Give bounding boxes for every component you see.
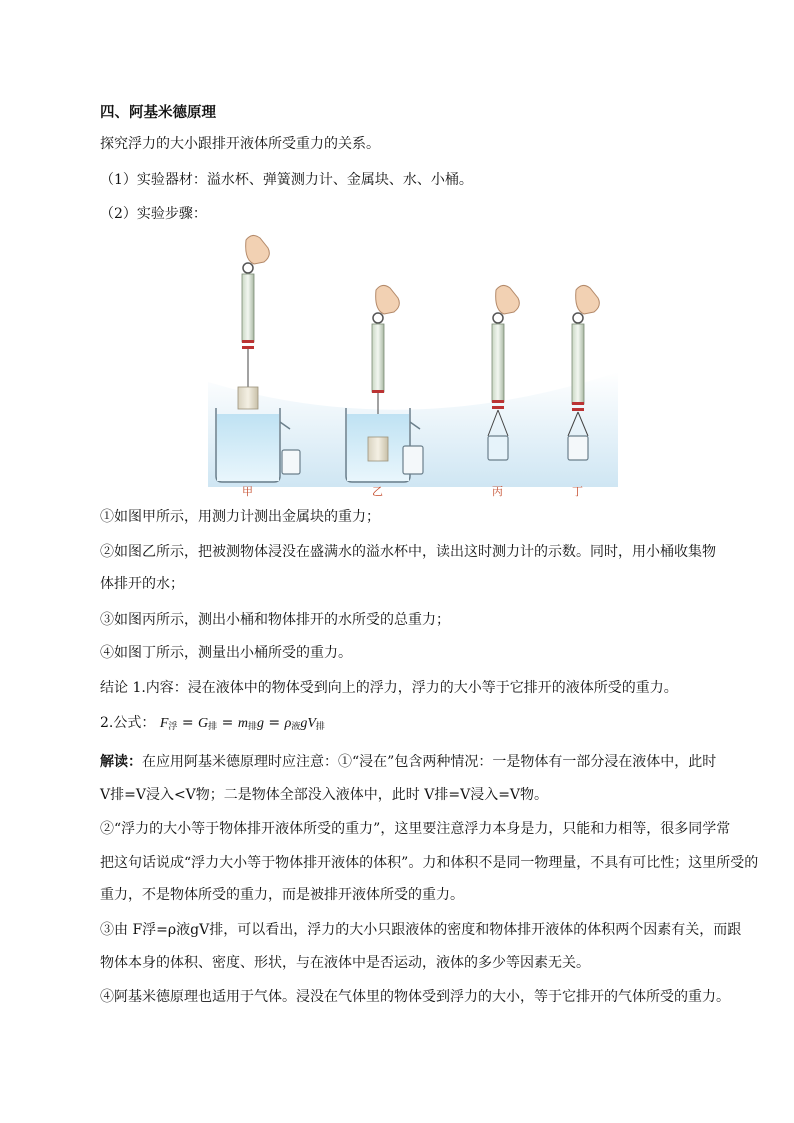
analysis-para-2-line-1: ②“浮力的大小等于物体排开液体所受的重力”，这里要注意浮力本身是力，只能和力相等，很多同学常 bbox=[100, 821, 731, 837]
figure-label-jia: 甲 bbox=[242, 485, 253, 498]
figure-label-bing: 丙 bbox=[492, 485, 503, 498]
hand-icon bbox=[496, 285, 520, 314]
analysis-para-3-line-1: ③由 F浮=ρ液gV排，可以看出，浮力的大小只跟液体的密度和物体排开液体的体积两个因素有关，而跟 bbox=[100, 922, 742, 938]
hand-icon bbox=[376, 285, 400, 314]
experiment-illustration bbox=[208, 232, 618, 500]
section-heading: 四、阿基米德原理 bbox=[100, 104, 216, 121]
step-1: ①如图甲所示，用测力计测出金属块的重力； bbox=[100, 509, 380, 525]
analysis-para-2-line-2: 把这句话说成“浮力大小等于物体排开液体的体积”。力和体积不是同一物理量，不具有可比性；这里所受的 bbox=[100, 855, 759, 871]
analysis-para-2-line-3: 重力，不是物体所受的重力，而是被排开液体所受的重力。 bbox=[100, 887, 464, 903]
setup-yi bbox=[346, 285, 423, 482]
figure-label-yi: 乙 bbox=[372, 485, 383, 498]
formula-line bbox=[100, 713, 325, 737]
analysis-label: 解读： bbox=[100, 754, 142, 770]
analysis-line-1: 解读：在应用阿基米德原理时应注意：①“浸在”包含两种情况：一是物体有一部分浸在液体中，此时 bbox=[100, 754, 717, 770]
hand-icon bbox=[576, 285, 600, 314]
formula-label: 2.公式： bbox=[100, 715, 156, 731]
analysis-para-3-line-2: 物体本身的体积、密度、形状，与在液体中是否运动，液体的多少等因素无关。 bbox=[100, 955, 590, 971]
step-3: ③如图丙所示，测出小桶和物体排开的水所受的总重力； bbox=[100, 612, 450, 628]
analysis-para-4-line-1: ④阿基米德原理也适用于气体。浸没在气体里的物体受到浮力的大小，等于它排开的气体所受的重力。 bbox=[100, 989, 730, 1005]
analysis-line-2: V排=V浸入<V物；二是物体全部没入液体中，此时 V排=V浸入=V物。 bbox=[100, 787, 549, 803]
step-4: ④如图丁所示，测量出小桶所受的重力。 bbox=[100, 645, 352, 661]
equipment-text: （1）实验器材：溢水杯、弹簧测力计、金属块、水、小桶。 bbox=[100, 172, 473, 188]
steps-title: （2）实验步骤： bbox=[100, 206, 207, 222]
hand-icon bbox=[246, 235, 270, 264]
conclusion-text: 结论 1.内容：浸在液体中的物体受到向上的浮力，浮力的大小等于它排开的液体所受的重力。 bbox=[100, 680, 678, 696]
figure-label-ding: 丁 bbox=[572, 485, 583, 498]
intro-text: 探究浮力的大小跟排开液体所受重力的关系。 bbox=[100, 136, 380, 152]
step-2-line-1: ②如图乙所示，把被测物体浸没在盛满水的溢水杯中，读出这时测力计的示数。同时，用小桶收集物 bbox=[100, 544, 716, 560]
formula-expression: $F_浮 = G_排 = m_排g = \rho_液gV_排$ bbox=[159, 715, 325, 732]
step-2-line-2: 体排开的水； bbox=[100, 576, 184, 592]
